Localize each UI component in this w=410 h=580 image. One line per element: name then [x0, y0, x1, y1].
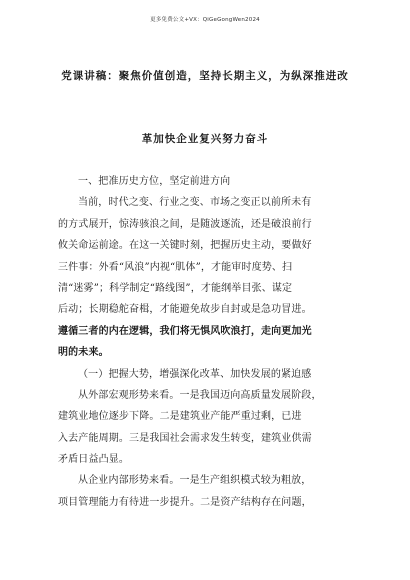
document-title-line-2: 革加快企业复兴努力奋斗 — [141, 133, 269, 145]
paragraph-line: 攸关命运前途。在这一关键时刻，把握历史主动，要做好 — [58, 240, 312, 252]
paragraph-line: 三件事：外看“风浪”内视“肌体”，才能审时度势、扫 — [58, 261, 293, 273]
header-note: 更多免费公文+VX：QiGeGongWen2024 — [150, 17, 260, 23]
paragraph-line: 清“迷雾”；科学制定“路线图”，才能纲举目张、谋定 — [58, 282, 293, 294]
paragraph-line: 的方式展开，惊涛骇浪之间，是随波逐流，还是破浪前行 — [58, 218, 312, 230]
subsection-heading-1: （一）把握大势，增强深化改革、加快发展的紧迫感 — [78, 368, 312, 380]
paragraph-line: 从外部宏观形势来看。一是我国迈向高质量发展阶段， — [78, 389, 322, 401]
document-title-line-1: 党课讲稿：聚焦价值创造，坚持长期主义，为纵深推进改 — [61, 70, 349, 82]
paragraph-line: 入去产能周期。三是我国社会需求发生转变，建筑业供需 — [58, 432, 312, 444]
paragraph-line: 从企业内部形势来看。一是生产组织模式较为粗放， — [78, 475, 312, 487]
paragraph-line-bold: 明的未来。 — [58, 347, 109, 359]
paragraph-line: 矛盾日益凸显。 — [58, 454, 130, 466]
document-body — [58, 171, 358, 513]
section-heading-1: 一、把准历史方位，坚定前进方向 — [78, 176, 231, 187]
paragraph-line: 当前，时代之变、行业之变、市场之变正以前所未有 — [78, 197, 312, 209]
paragraph-line: 后动；长期稳舵奋楫，才能避免故步自封或是急功冒进。 — [58, 304, 312, 316]
paragraph-line: 项目管理能力有待进一步提升。二是资产结构存在问题， — [58, 496, 312, 508]
paragraph-line: 建筑业地位逐步下降。二是建筑业产能严重过剩，已进 — [58, 411, 302, 423]
paragraph-line-bold: 遵循三者的内在逻辑，我们将无惧风吹浪打，走向更加光 — [58, 325, 312, 337]
